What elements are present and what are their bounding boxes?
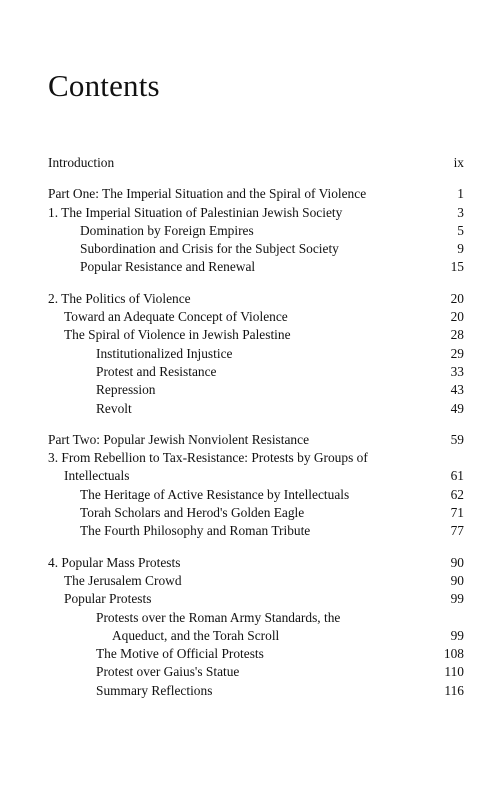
toc-part-heading bbox=[48, 431, 464, 449]
toc-entry-title: 4. Popular Mass Protests bbox=[48, 554, 181, 570]
toc-entry-title: Revolt bbox=[96, 400, 132, 416]
toc-entry-title: 1. The Imperial Situation of Palestinian Jewish Society bbox=[48, 204, 343, 220]
toc-entry-title: Toward an Adequate Concept of Violence bbox=[64, 309, 288, 325]
toc-section bbox=[48, 572, 464, 590]
toc-entry-title: Protests over the Roman Army Standards, the bbox=[96, 609, 341, 625]
toc-section bbox=[48, 326, 464, 344]
toc-subsection bbox=[48, 381, 464, 399]
toc-entry-page: 9 bbox=[457, 241, 464, 257]
toc-entry-page: 61 bbox=[450, 468, 464, 484]
toc-entry-title: 2. The Politics of Violence bbox=[48, 290, 191, 306]
toc-entry-page: 28 bbox=[450, 327, 464, 343]
toc-subsection bbox=[48, 345, 464, 363]
toc-entry-page: 110 bbox=[444, 664, 464, 680]
toc-section bbox=[48, 258, 464, 276]
toc-entry-title: Introduction bbox=[48, 155, 115, 170]
toc-entry-page: 99 bbox=[450, 591, 464, 607]
toc-entry-title: Aqueduct, and the Torah Scroll bbox=[112, 627, 280, 643]
toc-entry-page: 71 bbox=[450, 505, 464, 521]
toc-entry-page: ix bbox=[453, 155, 464, 170]
toc-entry-title: Intellectuals bbox=[64, 468, 130, 484]
toc-subsection bbox=[48, 663, 464, 681]
toc-section bbox=[48, 240, 464, 258]
toc-entry-page: 116 bbox=[444, 682, 464, 698]
toc-entry-page: 99 bbox=[450, 627, 464, 643]
toc-section bbox=[48, 222, 464, 240]
toc-entry-page: 3 bbox=[457, 204, 464, 220]
toc-section bbox=[48, 504, 464, 522]
toc-entry-page: 49 bbox=[450, 400, 464, 416]
toc-entry-title: The Jerusalem Crowd bbox=[64, 572, 182, 588]
toc-entry-page: 20 bbox=[450, 290, 464, 306]
page-title: Contents bbox=[48, 68, 160, 103]
toc-entry-page: 90 bbox=[450, 554, 464, 570]
toc-entry-title: Protest and Resistance bbox=[96, 363, 217, 379]
toc-entry-page: 29 bbox=[450, 345, 464, 361]
toc-entry-page: 108 bbox=[443, 646, 464, 662]
toc-section bbox=[48, 308, 464, 326]
toc-entry-title: The Fourth Philosophy and Roman Tribute bbox=[80, 523, 311, 539]
toc-subsection bbox=[48, 400, 464, 418]
toc-entry-title: Popular Resistance and Renewal bbox=[80, 259, 256, 275]
toc-entry-page: 1 bbox=[457, 186, 464, 202]
toc-chapter bbox=[48, 290, 464, 308]
toc-entry-page: 33 bbox=[450, 363, 464, 379]
toc-entry-title: Summary Reflections bbox=[96, 682, 213, 698]
toc-entry-title: Popular Protests bbox=[64, 591, 152, 607]
toc-subsection bbox=[48, 682, 464, 700]
table-of-contents bbox=[48, 154, 464, 700]
toc-section bbox=[48, 590, 464, 608]
toc-entry-page: 15 bbox=[450, 259, 464, 275]
toc-entry-title: Torah Scholars and Herod's Golden Eagle bbox=[80, 505, 305, 521]
toc-entry-title: Domination by Foreign Empires bbox=[80, 222, 254, 238]
toc-entry-title: The Spiral of Violence in Jewish Palestine bbox=[64, 327, 291, 343]
toc-entry-title: Protest over Gaius's Statue bbox=[96, 664, 240, 680]
toc-section bbox=[48, 522, 464, 540]
toc-entry-title: Part One: The Imperial Situation and the Spiral of Violence bbox=[48, 186, 367, 202]
toc-entry-page: 5 bbox=[457, 222, 464, 238]
toc-entry-title: The Motive of Official Protests bbox=[96, 646, 264, 662]
toc-chapter bbox=[48, 554, 464, 572]
toc-entry-title: Part Two: Popular Jewish Nonviolent Resistance bbox=[48, 431, 310, 447]
toc-entry bbox=[48, 154, 464, 172]
toc-subsection bbox=[48, 609, 464, 627]
toc-entry-page: 90 bbox=[450, 572, 464, 588]
toc-chapter-continuation bbox=[48, 467, 464, 485]
toc-chapter bbox=[48, 204, 464, 222]
toc-entry-title: Repression bbox=[96, 382, 156, 398]
toc-chapter bbox=[48, 449, 464, 467]
toc-entry-page: 43 bbox=[450, 382, 464, 398]
toc-entry-page: 62 bbox=[450, 486, 464, 502]
toc-entry-title: 3. From Rebellion to Tax-Resistance: Protests by Groups of bbox=[48, 450, 368, 466]
toc-entry-title: Subordination and Crisis for the Subject Society bbox=[80, 241, 339, 257]
toc-entry-title: The Heritage of Active Resistance by Intellectuals bbox=[80, 486, 350, 502]
toc-subsection-continuation bbox=[48, 627, 464, 645]
toc-entry-page: 77 bbox=[450, 523, 464, 539]
toc-section bbox=[48, 486, 464, 504]
toc-entry-page: 20 bbox=[450, 309, 464, 325]
toc-subsection bbox=[48, 645, 464, 663]
toc-part-heading bbox=[48, 185, 464, 203]
toc-entry-title: Institutionalized Injustice bbox=[96, 345, 233, 361]
toc-subsection bbox=[48, 363, 464, 381]
toc-entry-page: 59 bbox=[450, 431, 464, 447]
